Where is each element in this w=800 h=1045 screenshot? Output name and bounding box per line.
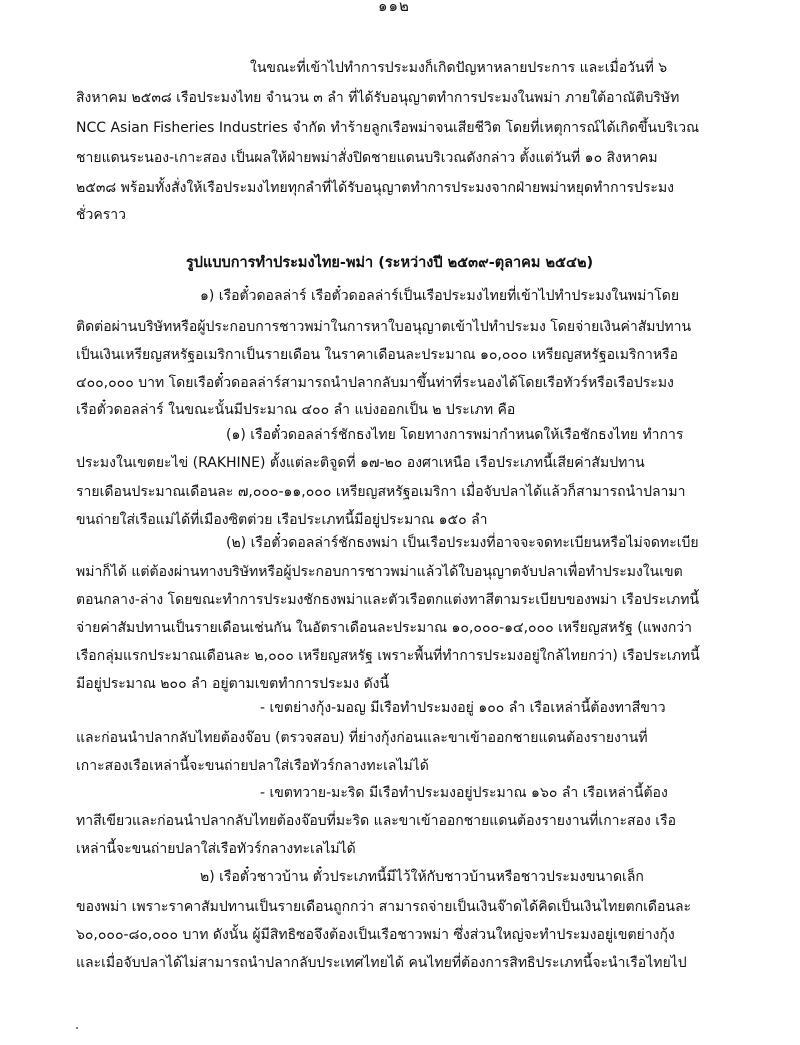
paragraph-line: ชายแดนระนอง-เกาะสอง เป็นผลให้ฝ่ายพม่าสั่งปิดชายแดนบริเวณดังกล่าว ตั้งแต่วันที่ ๑๐ สิงหาคม	[76, 150, 658, 166]
paragraph-line: ๒๕๓๘ พร้อมทั้งสั่งให้เรือประมงไทยทุกลำที่ได้รับอนุญาตทำการประมงจากฝ่ายพม่าหยุดทำการประมง	[76, 180, 675, 196]
paragraph-line: เรือกลุ่มแรกประมาณเดือนละ ๒,๐๐๐ เหรียญสหรัฐ เพราะพื้นที่ทำการประมงอยู่ใกล้ไทยกว่า) เรือประเภทนี้	[76, 648, 700, 664]
paragraph-line: ประมงในเขตยะไข่ (RAKHINE) ตั้งแต่ละติจูดที่ ๑๗-๒๐ องศาเหนือ เรือประเภทนี้เสียค่าสัมปทาน	[76, 455, 645, 471]
paragraph-line: - เขตย่างกุ้ง-มอญ มีเรือทำประมงอยู่ ๑๐๐ ลำ เรือเหล่านี้ต้องทาสีขาว	[260, 700, 666, 716]
paragraph-line: ชั่วคราว	[76, 207, 126, 223]
paragraph-line: (๒) เรือตั๋วดอลล่าร์ชักธงพม่า เป็นเรือประมงที่อาจจะจดทะเบียนหรือไม่จดทะเบีย	[226, 535, 699, 551]
paragraph-line: เป็นเงินเหรียญสหรัฐอเมริกาเป็นรายเดือน ในราคาเดือนละประมาณ ๑๐,๐๐๐ เหรียญสหรัฐอเมริกาหรือ	[76, 347, 679, 363]
paragraph-line: รายเดือนประมาณเดือนละ ๗,๐๐๐-๑๑,๐๐๐ เหรียญสหรัฐอเมริกา เมื่อจับปลาได้แล้วก็สามารถนำปลามา	[76, 484, 686, 500]
paragraph-line: ของพม่า เพราะราคาสัมปทานเป็นรายเดือนถูกกว่า สามารถจ่ายเป็นเงินจ๊าดได้คิดเป็นเงินไทยตกเดือนละ	[76, 899, 692, 915]
paragraph-line: และเมื่อจับปลาได้ไม่สามารถนำปลากลับประเทศไทยได้ คนไทยที่ต้องการสิทธิประเภทนี้จะนำเรือไทยไป	[76, 955, 687, 971]
paragraph-line: ๑) เรือตั๋วดอลล่าร์ เรือตั๋วดอลล่าร์เป็นเรือประมงไทยที่เข้าไปทำประมงในพม่าโดย	[200, 288, 680, 304]
paragraph-line: ๖๐,๐๐๐-๘๐,๐๐๐ บาท ดังนั้น ผู้มีสิทธิซอจึงต้องเป็นเรือชาวพม่า ซึ่งส่วนใหญ่จะทำประมงอยู่เขตย่างกุ้ง	[76, 927, 675, 943]
paragraph-line: ทาสีเขียวและก่อนนำปลากลับไทยต้องจ๊อบที่มะริด และขาเข้าออกชายแดนต้องรายงานที่เกาะสอง เรือ	[76, 813, 677, 829]
paragraph-line: และก่อนนำปลากลับไทยต้องจ๊อบ (ตรวจสอบ) ที่ย่างกุ้งก่อนและขาเข้าออกชายแดนต้องรายงานที่	[76, 730, 648, 746]
paragraph-line: มีอยู่ประมาณ ๒๐๐ ลำ อยู่ตามเขตทำการประมง ดังนี้	[76, 676, 390, 692]
paragraph-line: ในขณะที่เข้าไปทำการประมงก็เกิดปัญหาหลายประการ และเมื่อวันที่ ๖	[250, 60, 668, 76]
section-heading: รูปแบบการทำประมงไทย-พม่า (ระหว่างปี ๒๕๓๙-ตุลาคม ๒๕๔๒)	[186, 255, 594, 271]
paragraph-line: ๔๐๐,๐๐๐ บาท โดยเรือตั๋วดอลล่าร์สามารถนำปลากลับมาขึ้นท่าที่ระนองได้โดยเรือทัวร์หรือเรือประมง	[76, 375, 674, 391]
paragraph-line: ๒) เรือตั๋วชาวบ้าน ตั๋วประเภทนี้มีไว้ให้กับชาวบ้านหรือชาวประมงขนาดเล็ก	[200, 869, 644, 885]
paragraph-line: เหล่านี้จะขนถ่ายปลาใส่เรือทัวร์กลางทะเลไม่ได้	[76, 841, 356, 857]
paragraph-line: ตอนกลาง-ล่าง โดยขณะทำการประมงชักธงพม่าและตัวเรือตกแต่งทาสีตามระเบียบของพม่า เรือประเภทนี้	[76, 592, 700, 608]
paragraph-line: เกาะสองเรือเหล่านี้จะขนถ่ายปลาใส่เรือทัวร์กลางทะเลไม่ได้	[76, 758, 429, 774]
paragraph-line: NCC Asian Fisheries Industries จำกัด ทำร้ายลูกเรือพม่าจนเสียชีวิต โดยที่เหตุการณ์ได้เกิดขึ้นบริเวณ	[76, 120, 700, 136]
scan-speck	[76, 1027, 78, 1029]
paragraph-line: - เขตทวาย-มะริด มีเรือทำประมงอยู่ประมาณ ๑๖๐ ลำ เรือเหล่านี้ต้อง	[260, 785, 668, 801]
paragraph-line: ขนถ่ายใส่เรือแม่ได้ที่เมืองซิตต่วย เรือประเภทนี้มีอยู่ประมาณ ๑๕๐ ลำ	[76, 512, 488, 528]
page-number: ๑๑๒	[378, 0, 410, 15]
paragraph-line: สิงหาคม ๒๕๓๘ เรือประมงไทย จำนวน ๓ ลำ ที่ได้รับอนุญาตทำการประมงในพม่า ภายใต้อาณัติบริษัท	[76, 90, 680, 106]
paragraph-line: (๑) เรือตั๋วดอลล่าร์ชักธงไทย โดยทางการพม่ากำหนดให้เรือชักธงไทย ทำการ	[226, 427, 684, 443]
paragraph-line: จ่ายค่าสัมปทานเป็นรายเดือนเช่นกัน ในอัตราเดือนละประมาณ ๑๐,๐๐๐-๑๔,๐๐๐ เหรียญสหรัฐ (แพงกว่า	[76, 620, 693, 636]
paragraph-line: เรือตั๋วดอลล่าร์ ในขณะนั้นมีประมาณ ๔๐๐ ลำ แบ่งออกเป็น ๒ ประเภท คือ	[76, 402, 516, 418]
paragraph-line: พม่าก็ได้ แต่ต้องผ่านทางบริษัทหรือผู้ประกอบการชาวพม่าแล้วได้ใบอนุญาตจับปลาเพื่อทำประมงในเขต	[76, 564, 683, 580]
paragraph-line: ติดต่อผ่านบริษัทหรือผู้ประกอบการชาวพม่าในการหาใบอนุญาตเข้าไปทำประมง โดยจ่ายเงินค่าสัมปทาน	[76, 319, 692, 335]
